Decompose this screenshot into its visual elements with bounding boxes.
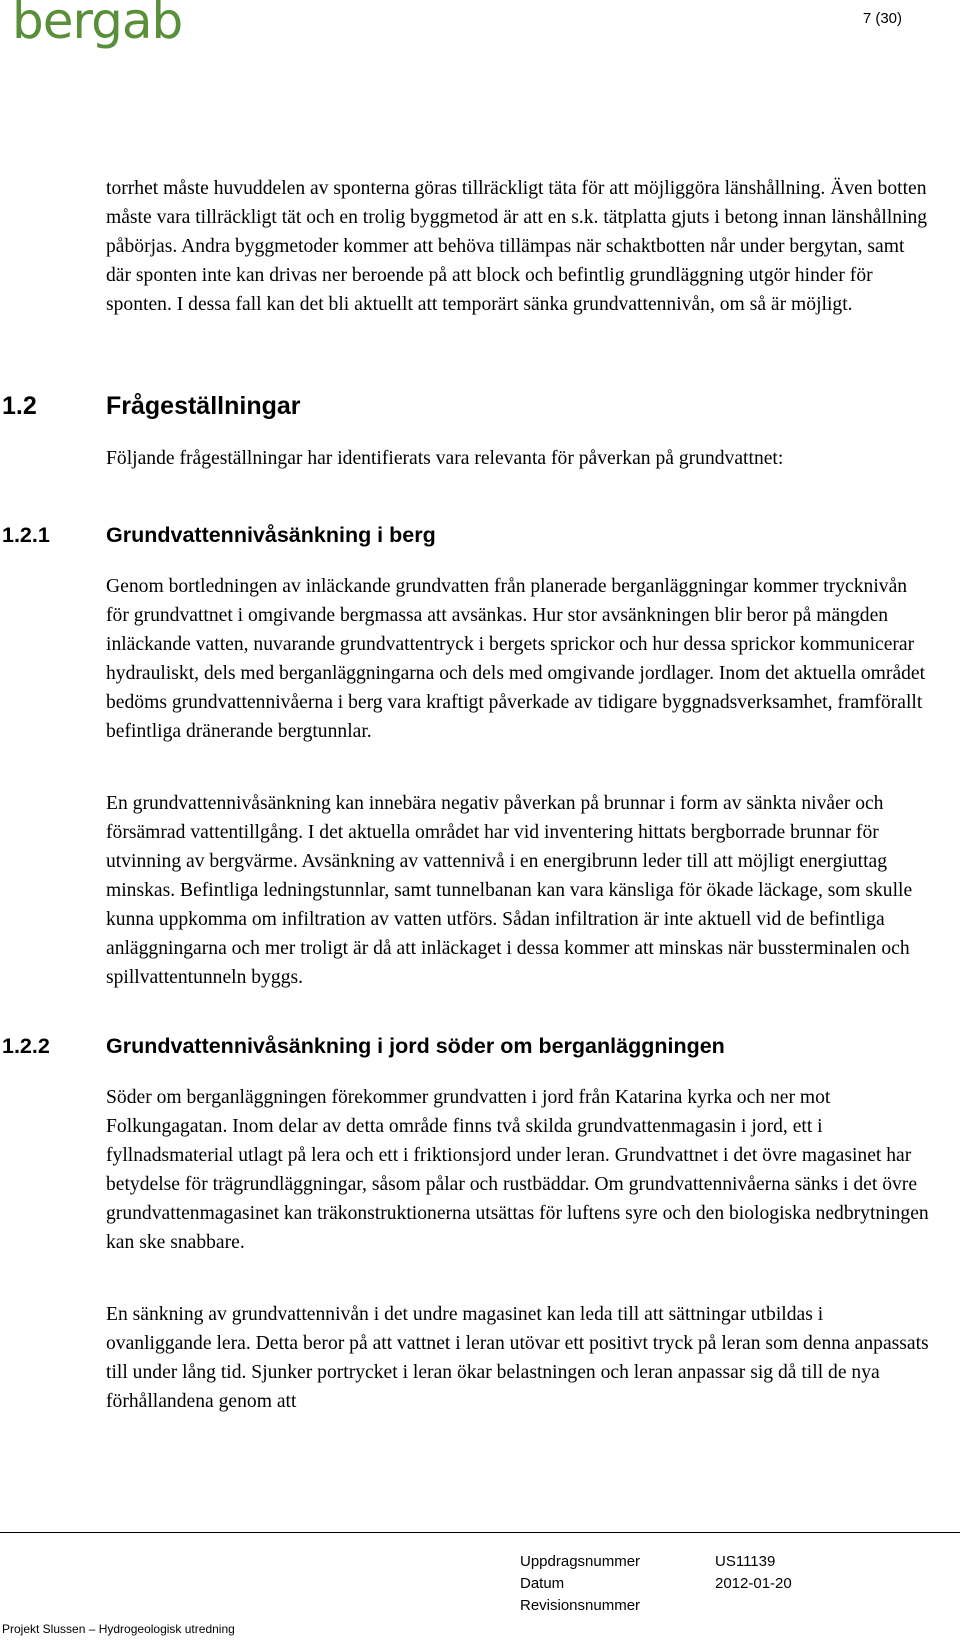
intro-paragraph: torrhet måste huvuddelen av sponterna göras tillräckligt täta för att möjliggöra länshållning. Även botten måste vara tillräckligt tät och en trolig byggmetod är att en s.k. tätplatta gjuts i betong innan länshållning påbörjas. Andra byggmetoder kommer att behöva tillämpas när schaktbotten når under bergytan, samt där sponten inte kan drivas ner beroende på att block och befintlig grundläggning utgör hinder för sponten. I dessa fall kan det bli aktuellt att temporärt sänka grundvattennivån, om så är möjligt. bbox=[106, 178, 928, 315]
page-number: 7 (30) bbox=[862, 10, 902, 27]
bergab-logo: bergab bbox=[12, 0, 183, 50]
section-1-2-1-paragraph-2: En grundvattennivåsänkning kan innebära negativ påverkan på brunnar i form av sänkta nivåer och försämrad vattentillgång. I det aktuella området har vid inventering hittats bergborrade brunnar för utvinning av bergvärme. Avsänkning av vattennivå i en energibrunn leder till att möjligt energiuttag minskas. Befintliga ledningstunnlar, samt tunnelbanan kan vara känsliga för ökade läckage, som skulle kunna uppkomma om infiltration av vatten utförs. Sådan infiltration är inte aktuell vid de befintliga anläggningarna och mer troligt är då att inläckaget i dessa kommer att minskas när bussterminalen och spillvattentunneln byggs. bbox=[106, 793, 913, 988]
section-1-2-2-paragraph-2: En sänkning av grundvattennivån i det undre magasinet kan leda till att sättningar utbildas i ovanliggande lera. Detta beror på att vattnet i leran utövar ett positivt tryck på leran som denna anpassats till under lång tid. Sjunker portrycket i leran ökar belastningen och leran anpassar sig då till de nya förhållandena genom att bbox=[106, 1304, 929, 1412]
section-number: 1.2.1 bbox=[2, 523, 50, 547]
section-number: 1.2.2 bbox=[2, 1034, 50, 1058]
assignment-label: Uppdragsnummer bbox=[520, 1553, 641, 1570]
section-title: Grundvattennivåsänkning i berg bbox=[106, 523, 436, 547]
project-name: Projekt Slussen – Hydrogeologisk utredning bbox=[2, 1622, 235, 1636]
footer-divider bbox=[0, 1532, 960, 1533]
revision-label: Revisionsnummer bbox=[520, 1597, 641, 1614]
date-label: Datum bbox=[520, 1575, 565, 1592]
assignment-value: US11139 bbox=[715, 1553, 776, 1570]
section-1-2-1-paragraph-1: Genom bortledningen av inläckande grundvatten från planerade berganläggningar kommer trycknivån för grundvattnet i omgivande bergmassa att avsänkas. Hur stor avsänkningen blir beror på mängden inläckande vatten, nuvarande grundvattentryck i bergets sprickor och hur dessa sprickor kommunicerar hydrauliskt, dels med berganläggningarna och dels med omgivande jordlager. Inom det aktuella området bedöms grundvattennivåerna i berg vara kraftigt påverkade av tidigare byggnadsverksamhet, framförallt befintliga dränerande bergtunnlar. bbox=[106, 576, 926, 742]
section-1-2-paragraph: Följande frågeställningar har identifierats vara relevanta för påverkan på grundvattnet: bbox=[106, 448, 784, 469]
section-number: 1.2 bbox=[2, 392, 37, 420]
section-title: Frågeställningar bbox=[106, 392, 301, 420]
date-value: 2012-01-20 bbox=[715, 1575, 792, 1592]
section-1-2-2-paragraph-1: Söder om berganläggningen förekommer grundvatten i jord från Katarina kyrka och ner mot Folkungagatan. Inom delar av detta område finns två skilda grundvattenmagasin i jord, ett i fyllnadsmaterial utlagt på lera och ett i friktionsjord under leran. Grundvattnet i det övre magasinet har betydelse för trägrundläggningar, såsom pålar och rustbäddar. Om grundvattennivåerna sänks i det övre grundvattenmagasinet kan träkonstruktionerna utsättas för luftens syre och den biologiska nedbrytningen kan ske snabbare. bbox=[106, 1087, 929, 1253]
section-title: Grundvattennivåsänkning i jord söder om berganläggningen bbox=[106, 1034, 725, 1058]
